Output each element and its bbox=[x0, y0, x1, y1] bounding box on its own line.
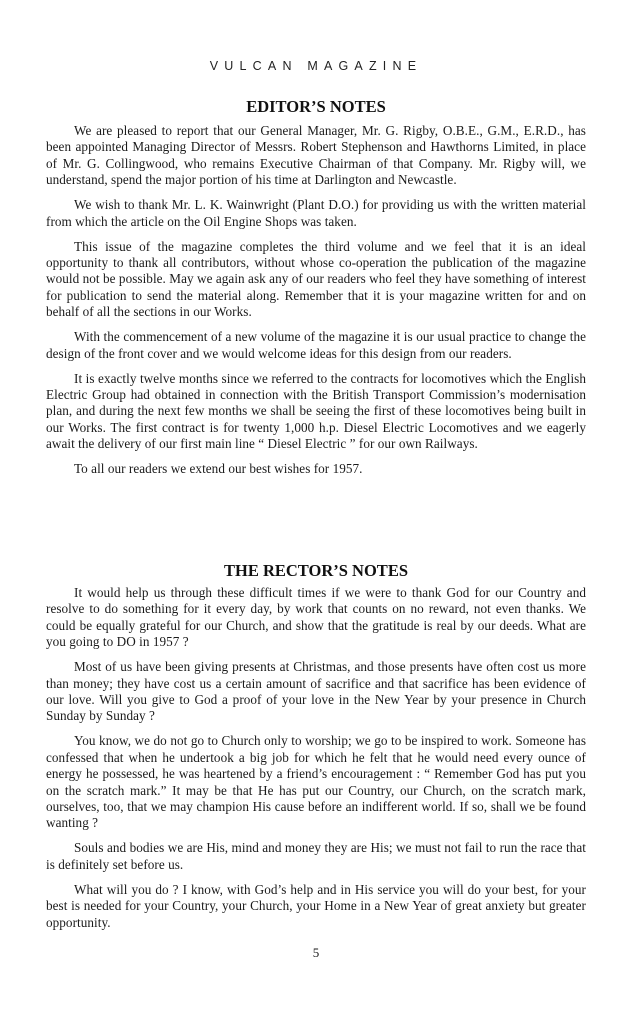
rectors-notes-title: THE RECTOR’S NOTES bbox=[224, 561, 408, 580]
paragraph: Most of us have been giving presents at Christmas, and those presents have often cost us more than money; they have cost us a certain amount of sacrifice and that sacrifice has been evidence of our love. Will you give to God a proof of your love in the New Year by your presence in Church Sunday by Sunday ? bbox=[46, 659, 586, 724]
paragraph: To all our readers we extend our best wishes for 1957. bbox=[74, 461, 363, 477]
paragraph: It is exactly twelve months since we referred to the contracts for locomotives which the English Electric Group had obtained in connection with the British Transport Commission’s modernisation plan, and during the next few months we shall be seeing the first of these locomotives being built in our Works. The first contract is for twenty 1,000 h.p. Diesel Electric Locomotives and we eagerly await the delivery of our first main line “ Diesel Electric ” for our own Railways. bbox=[46, 370, 586, 452]
running-head: VULCAN MAGAZINE bbox=[209, 59, 423, 73]
editors-notes-title: EDITOR’S NOTES bbox=[246, 97, 386, 116]
rectors-notes-body bbox=[46, 585, 586, 940]
paragraph: This issue of the magazine completes the third volume and we feel that it is an ideal opportunity to thank all contributors, without whose co-operation the publication of the magazine would not be possible. May we again ask any of our readers who feel they have something of interest for publication to send the material along. Remember that it is your magazine written for and on behalf of all the sections in our Works. bbox=[46, 238, 586, 320]
paragraph: It would help us through these difficult times if we were to thank God for our Country and resolve to do something for it every day, by work that counts on no reward, not even thanks. We could be equally grateful for our Church, and show that the gratitude is real by our deeds. What are you going to DO in 1957 ? bbox=[46, 585, 586, 650]
paragraph: What will you do ? I know, with God’s help and in His service you will do your best, for your best is needed for your Country, your Church, your Home in a New Year of great anxiety but greater opportunity. bbox=[46, 881, 586, 930]
paragraph: Souls and bodies we are His, mind and money they are His; we must not fail to run the race that is definitely set before us. bbox=[46, 840, 586, 872]
page-number: 5 bbox=[312, 945, 320, 960]
paragraph: We are pleased to report that our General Manager, Mr. G. Rigby, O.B.E., G.M., E.R.D., has been appointed Managing Director of Messrs. Robert Stephenson and Hawthorns Limited, in place of Mr. G. Collingwood, who remains Executive Chairman of that Company. Mr. Rigby will, we understand, spend the major portion of his time at Darlington and Newcastle. bbox=[46, 123, 586, 188]
editors-notes-body bbox=[46, 123, 586, 486]
paragraph: We wish to thank Mr. L. K. Wainwright (Plant D.O.) for providing us with the written material from which the article on the Oil Engine Shops was taken. bbox=[46, 197, 586, 229]
paragraph: With the commencement of a new volume of the magazine it is our usual practice to change the design of the front cover and we would welcome ideas for this design from our readers. bbox=[46, 329, 586, 361]
paragraph: You know, we do not go to Church only to worship; we go to be inspired to work. Someone has confessed that when he undertook a big job for which he felt that he would need every ounce of energy he possessed, he was heartened by a friend’s encouragement : “ Remember God has put you on the scratch mark.” It may be that He has put our Country, our Church, on the scratch mark, ourselves, too, that we may champion His cause before an indifferent world. If so, shall we be found wanting ? bbox=[46, 733, 586, 831]
